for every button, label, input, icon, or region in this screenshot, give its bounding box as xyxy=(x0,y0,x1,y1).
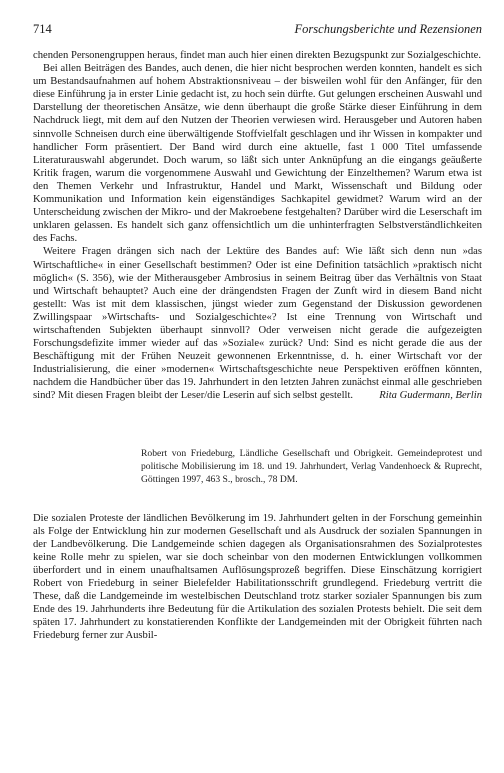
paragraph: chenden Personengruppen heraus, findet man auch hier einen direkten Bezugspunkt zur Sozialgeschichte. xyxy=(33,50,482,61)
paragraph: Die sozialen Proteste der ländlichen Bevölkerung im 19. Jahrhundert gelten in der Forschung gemeinhin als Folge der Entwicklung hin zur modernen Gesellschaft und als Ausdruck der sozialen Spannungen in der Landbevölkerung. Die Landgemeinde schien dagegen als Organisationsrahmen des Sozialprotestes keine Rolle mehr zu spielen, war sie doch scheinbar von den modernen Entwicklungen vollkommen überfordert und in einem unaufhaltsamen Auflösungsprozeß begriffen. Diese Einschätzung korrigiert Robert von Friedeburg in seiner Bielefelder Habilitationsschrift grundlegend. Friedeburg vertritt die These, daß die Landgemeinde im westelbischen Deutschland trotz starker sozialer Spannungen bis zum Ende des 19. Jahrhunderts ihre Bedeutung für die Artikulation des sozialen Protests behielt. Die seit dem späten 17. Jahrhundert zu konstatierenden Konflikte der Landgemeinden mit der Obrigkeit führten nach Friedeburg ferner zur Ausbil- xyxy=(33,512,482,642)
reviewer-signature: Rita Gudermann, Berlin xyxy=(379,390,482,402)
book-citation: Robert von Friedeburg, Ländliche Gesellschaft und Obrigkeit. Gemeindeprotest und politische Mobilisierung im 18. und 19. Jahrhundert, Verlag Vandenhoeck & Ruprecht, Göttingen 1997, 463 S., brosch., 78 DM. xyxy=(141,447,482,485)
paragraph-text: Weitere Fragen drängen sich nach der Lektüre des Bandes auf: Wie läßt sich denn nun »das Wirtschaftliche« in einer Gesellschaft bestimmen? Oder ist eine Definition tatsächlich »praktisch nicht möglich« (S. 356), wie der Mitherausgeber Ambrosius in seinem Beitrag über das Verhältnis von Staat und Wirtschaft behauptet? Auch eine der drängendsten Fragen der Zunft wird in diesem Band nicht gestellt: Was ist mit dem klassischen, jüngst wieder zum Gegenstand der Diskussion gewordenen Zwillingspaar »Wirtschafts- und Sozialgeschichte«? Ist eine Trennung von Wirtschaft und wirtschaftenden Subjekten überhaupt sinnvoll? Oder verweisen nicht gerade die aufgezeigten Forschungsdefizite immer wieder auf das »Soziale« zurück? Und: Sind es nicht gerade die aus der Beschäftigung mit der Frühen Neuzeit gewonnenen Erkenntnisse, d. h. einer Wirtschaft vor der Industrialisierung, die einer »modernen« Wirtschaftsgeschichte neue Perspektiven eröffnen könnten, nachdem die Handbücher über das 19. Jahrhundert in den letzten Jahren zunächst einmal alle geschrieben sind? Mit diesen Fragen bleibt der Leser/die Leserin auf sich selbst gestellt. xyxy=(33,246,482,402)
running-head xyxy=(33,22,482,40)
page-number: 714 xyxy=(33,22,52,36)
paragraph: Bei allen Beiträgen des Bandes, auch denen, die hier nicht besprochen werden konnten, handelt es sich um Bestandsaufnahmen auf hohem Abstraktionsniveau – der bisweilen wohl für den Anfänger, für den diese Einführung ja in erster Linie gedacht ist, zu hoch sein dürfte. Gut gelungen erscheinen Auswahl und Darstellung der theoretischen Ansätze, wie denn überhaupt die große Stärke dieser Einführung in dem Nachdruck liegt, mit dem auf den Nutzen der Theorien verwiesen wird. Herausgeber und Autoren haben sinnvolle Schneisen durch eine überwältigende Stoffvielfalt geschlagen und ihr Wissen in kompakter und handlicher Form präsentiert. Der Band wird durch eine aktuelle, fast 1 000 Titel umfassende Literaturauswahl abgerundet. Doch warum, so läßt sich unter Anknüpfung an die eingangs geäußerte Kritik fragen, warum die vorgenommene Auswahl und Gewichtung der Einzelthemen? Warum etwa ist den Themen Verkehr und Infrastruktur, Handel und Markt, Wissenschaft und Bildung oder Kommunikation und Information kein eigenständiges Sachkapitel gewidmet? Warum wird an der Unterscheidung zwischen der Mikro- und der Makroebene festgehalten? Darüber wird die Leserschaft im unklaren gelassen. Es handelt sich ganz offensichtlich um die unhinterfragten Selbstverständlichkeiten des Fachs. xyxy=(33,63,482,245)
new-review-text xyxy=(33,512,482,643)
paragraph-with-signature xyxy=(33,245,482,402)
journal-section-title: Forschungsberichte und Rezensionen xyxy=(294,22,482,36)
journal-page xyxy=(33,22,482,642)
previous-review-text xyxy=(33,49,482,403)
